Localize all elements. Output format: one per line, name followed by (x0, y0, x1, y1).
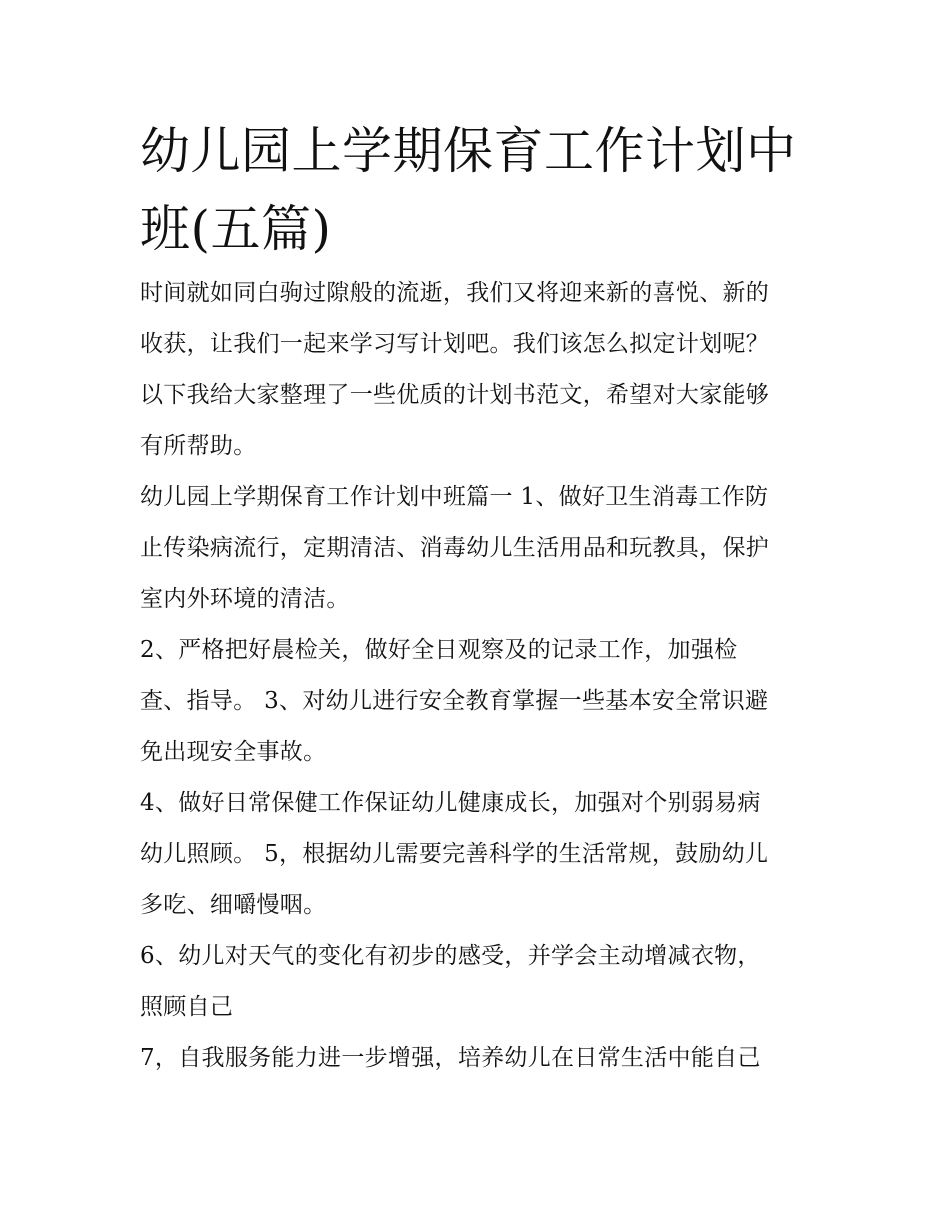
item-2-paragraph (140, 625, 820, 778)
item-6-line: 照顾自己 (140, 994, 234, 1020)
document-page (140, 112, 820, 1084)
item-6-paragraph (140, 931, 820, 1033)
item-2-line: 查、指导。 3、对幼儿进行安全教育掌握一些基本安全常识避 (140, 688, 769, 714)
section-1-paragraph (140, 472, 820, 625)
intro-line: 有所帮助。 (140, 433, 257, 459)
intro-paragraph (140, 268, 820, 472)
section-1-line: 幼儿园上学期保育工作计划中班篇一 1、做好卫生消毒工作防 (140, 484, 769, 510)
document-title (140, 112, 820, 268)
item-4-paragraph (140, 778, 820, 931)
item-7-paragraph (140, 1033, 820, 1084)
section-1-line: 止传染病流行，定期清洁、消毒幼儿生活用品和玩教具，保护 (140, 535, 770, 561)
section-1-line: 室内外环境的清洁。 (140, 586, 350, 612)
item-7-line: 7，自我服务能力进一步增强，培养幼儿在日常生活中能自己 (140, 1045, 761, 1071)
item-4-line: 多吃、细嚼慢咽。 (140, 892, 327, 918)
item-4-line: 幼儿照顾。 5，根据幼儿需要完善科学的生活常规，鼓励幼儿 (140, 841, 769, 867)
item-4-line: 4、做好日常保健工作保证幼儿健康成长，加强对个别弱易病 (140, 790, 761, 816)
intro-line: 时间就如同白驹过隙般的流逝，我们又将迎来新的喜悦、新的 (140, 280, 770, 306)
item-2-line: 免出现安全事故。 (140, 739, 327, 765)
title-line-2: 班(五篇) (140, 200, 332, 258)
intro-line: 收获，让我们一起来学习写计划吧。我们该怎么拟定计划呢？ (140, 331, 770, 357)
item-2-line: 2、严格把好晨检关，做好全日观察及的记录工作，加强检 (140, 637, 738, 663)
intro-line: 以下我给大家整理了一些优质的计划书范文，希望对大家能够 (140, 382, 770, 408)
item-6-line: 6、幼儿对天气的变化有初步的感受，并学会主动增减衣物， (140, 943, 761, 969)
title-line-1: 幼儿园上学期保育工作计划中 (140, 122, 797, 180)
